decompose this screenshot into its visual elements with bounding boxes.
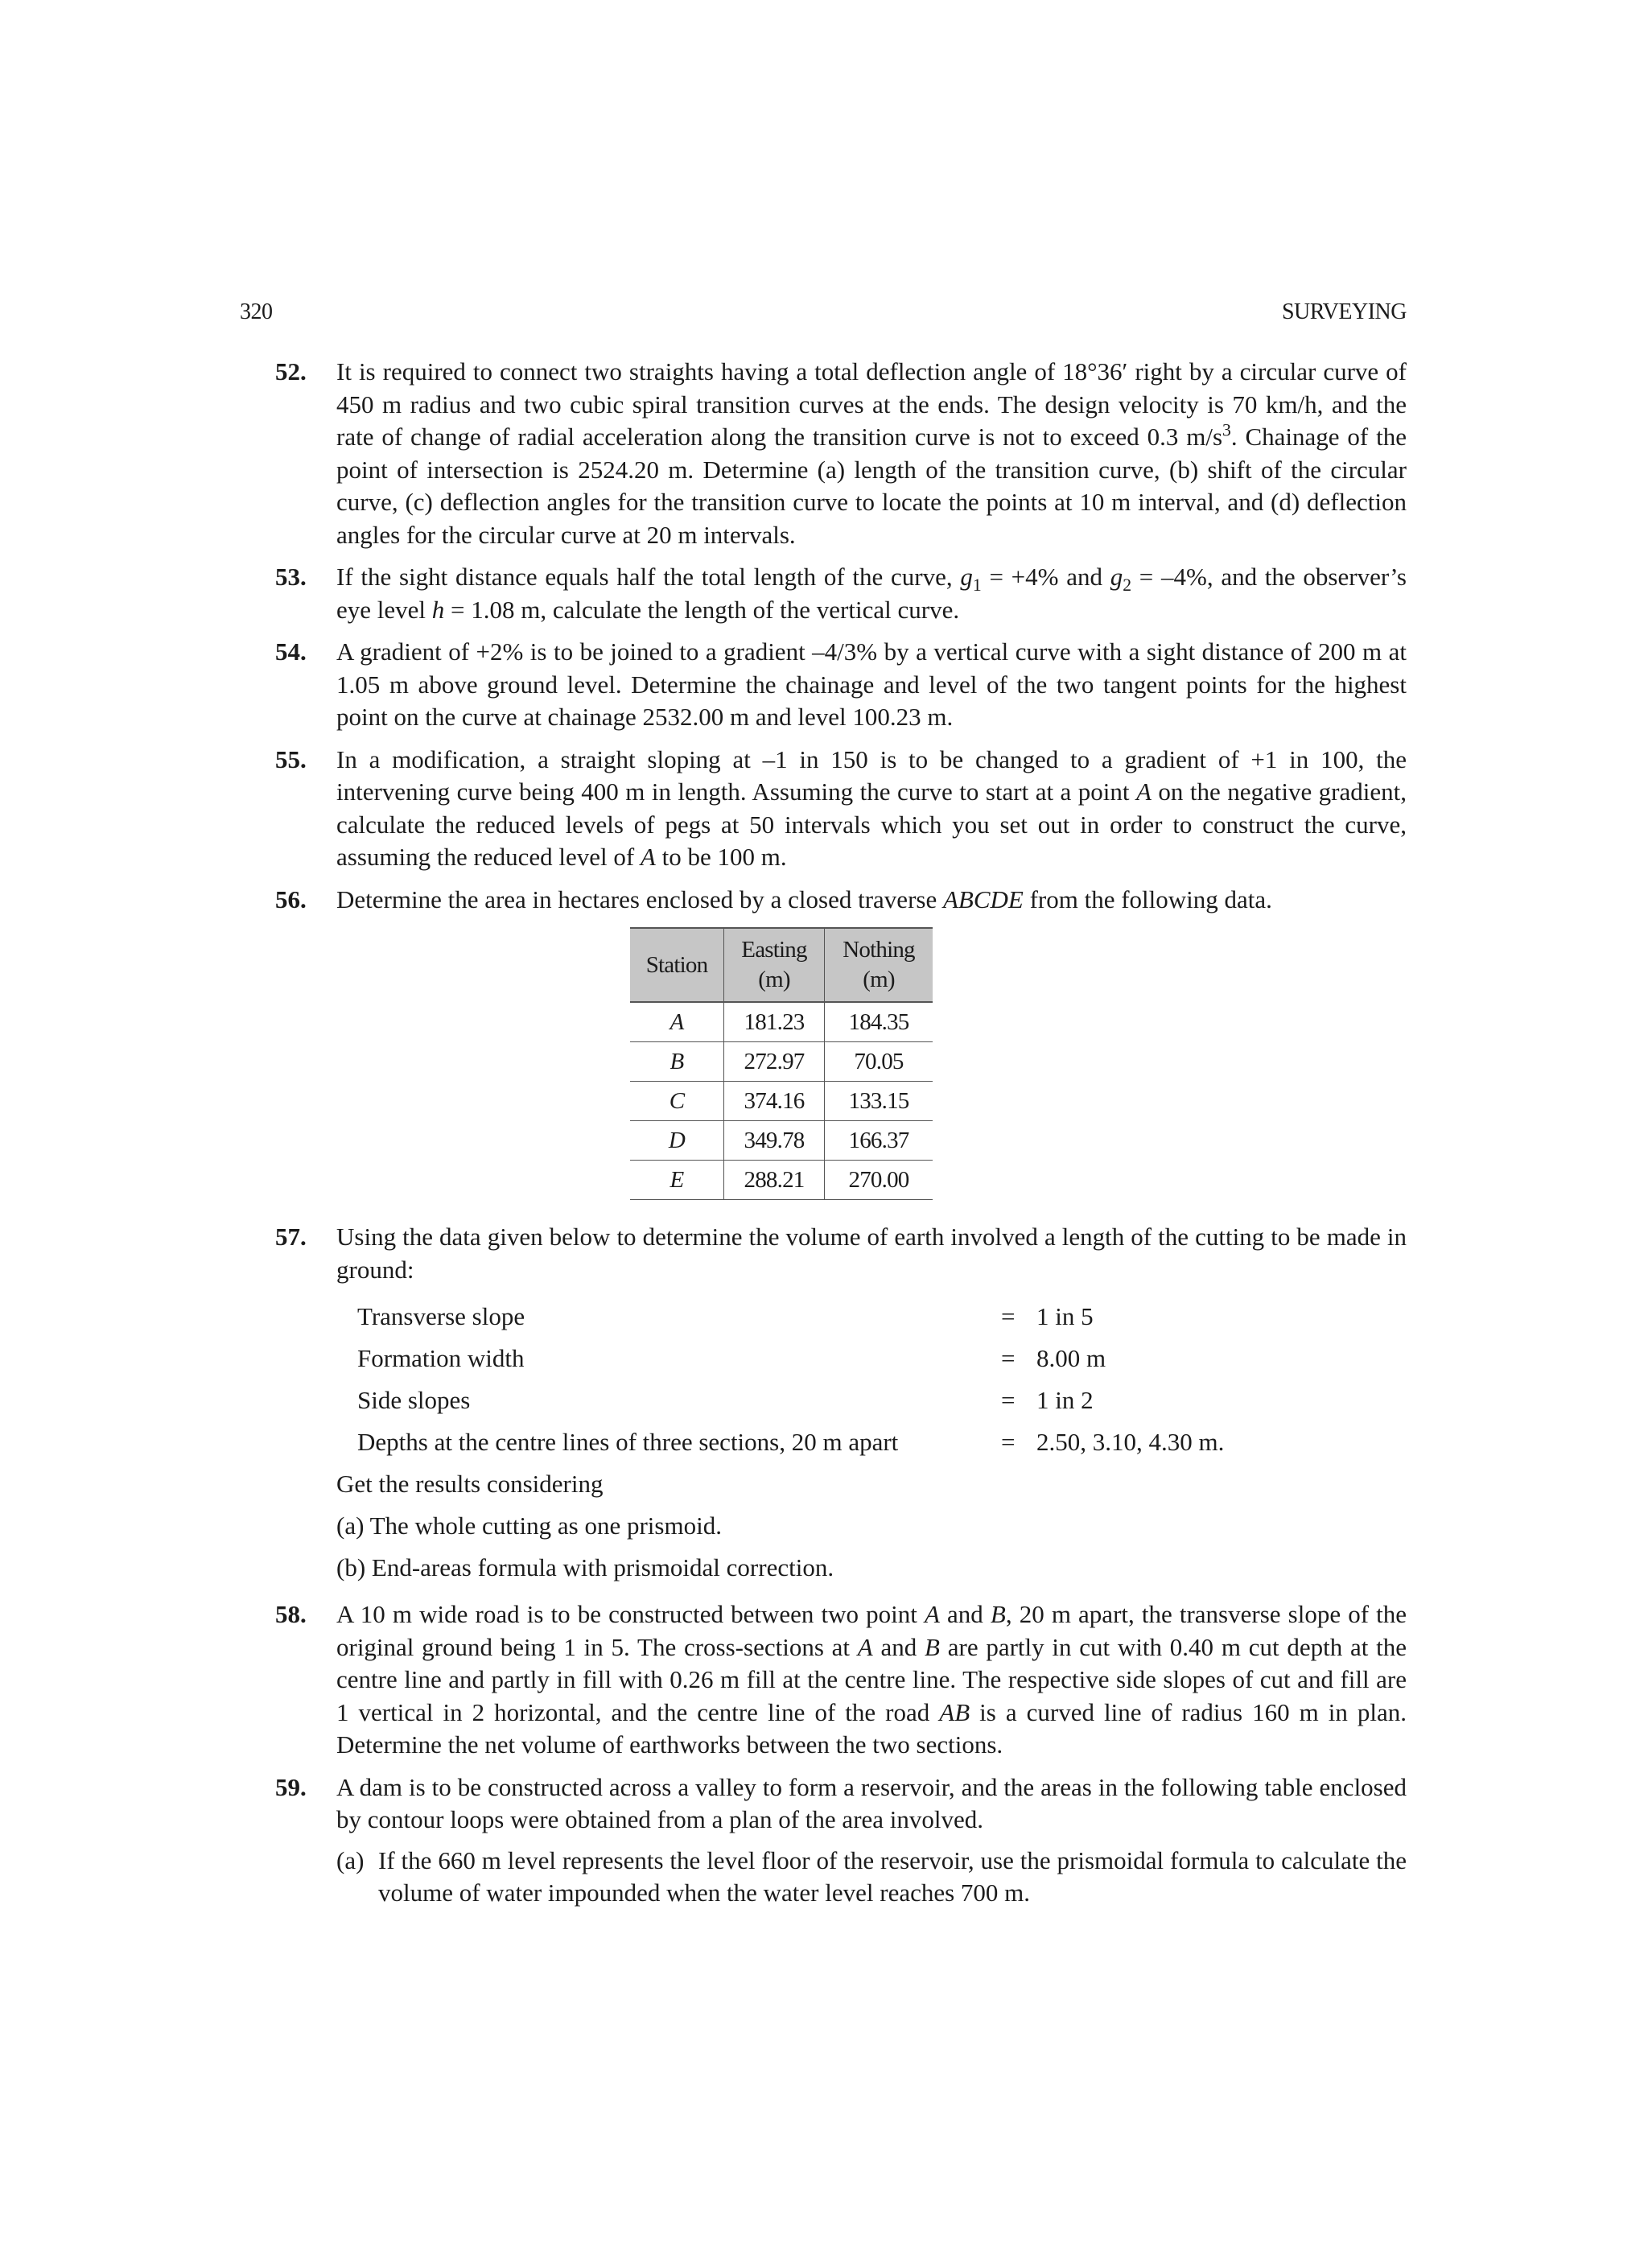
problem-number: 56. [275, 885, 307, 913]
table-row [630, 1121, 933, 1161]
problem-number: 53. [275, 563, 307, 591]
problem-text: and [872, 1632, 925, 1661]
table-header-row [630, 928, 933, 1002]
problem-text: are partly in cut with 0.40 m cut depth at the centre line and partly in fill with 0.26 m fill at the centre line. The respective side slopes of cut and fill are 1 vertical in 2 horizontal, and the centre line of the road [336, 1632, 1407, 1726]
data-label: Transverse slope [357, 1301, 525, 1330]
problem-text: = +4% and [981, 563, 1110, 591]
header-easting [724, 928, 825, 1002]
table-row [630, 1161, 933, 1200]
problem-text: is a curved line of radius 160 m in plan. Determine the net volume of earthworks between the two sections. [336, 1697, 1407, 1759]
problem-text: A gradient of +2% is to be joined to a gradient –4/3% by a vertical curve with a sight distance of 200 m at 1.05 m above ground level. Determine the chainage and level of the two tangent points for the highest point on the curve at chainage 2532.00 m and level 100.23 m. [336, 637, 1407, 731]
problem-55 [240, 744, 1407, 874]
table-row [630, 1082, 933, 1121]
traverse-name: ABCDE [942, 885, 1024, 913]
cell-easting: 374.16 [724, 1082, 825, 1121]
problem-number: 59. [275, 1772, 307, 1801]
superscript: 3 [1222, 420, 1231, 440]
option-b: (b) End-areas formula with prismoidal correction. [336, 1553, 834, 1581]
problem-56 [240, 884, 1407, 1201]
data-label: Formation width [357, 1343, 525, 1372]
data-label: Depths at the centre lines of three sections, 20 m apart [357, 1427, 899, 1456]
data-line [357, 1379, 1407, 1421]
data-label: Side slopes [357, 1385, 471, 1414]
problem-52 [240, 356, 1407, 551]
traverse-table [630, 927, 933, 1200]
point-a: A [640, 843, 656, 871]
subquestion-text: If the 660 m level represents the level floor of the reservoir, use the prismoidal formula to calculate the volume of water impounded when the water level reaches 700 m. [378, 1845, 1407, 1907]
road-line-ab: AB [939, 1697, 970, 1726]
point-b: B [990, 1600, 1006, 1628]
equals-sign: = [1001, 1343, 1016, 1372]
subscript: 1 [972, 575, 982, 596]
problem-number: 55. [275, 744, 307, 773]
cell-easting: 349.78 [724, 1121, 825, 1161]
subscript: 2 [1123, 575, 1132, 596]
problem-number: 58. [275, 1600, 307, 1628]
point-a: A [857, 1632, 873, 1661]
point-a: A [924, 1600, 940, 1628]
data-value: 1 in 5 [1036, 1301, 1094, 1330]
problem-text: = 1.08 m, calculate the length of the vertical curve. [444, 595, 960, 624]
problem-57 [240, 1221, 1407, 1589]
problem-text: A 10 m wide road is to be constructed between two point [336, 1600, 925, 1628]
data-line [357, 1296, 1407, 1338]
problem-text: on the negative gradient, calculate the reduced levels of pegs at 50 intervals which you set out in order to construct the curve, assuming the reduced level of [336, 777, 1407, 871]
running-head [240, 298, 1407, 327]
equals-sign: = [1001, 1385, 1016, 1414]
header-northing-unit: (m) [863, 967, 895, 992]
cell-easting: 181.23 [724, 1002, 825, 1042]
equals-sign: = [1001, 1427, 1016, 1456]
point-b: B [925, 1632, 940, 1661]
data-value: 8.00 m [1036, 1343, 1106, 1372]
cell-station: E [630, 1161, 724, 1200]
problem-number: 52. [275, 357, 307, 386]
cell-station: D [630, 1121, 724, 1161]
header-station: Station [630, 928, 724, 1002]
variable-g2: g [1110, 563, 1123, 591]
cell-easting: 272.97 [724, 1042, 825, 1082]
running-title: SURVEYING [1281, 299, 1407, 324]
problem-text: It is required to connect two straights having a total deflection angle of 18°36′ right by a circular curve of 450 m radius and two cubic spiral transition curves at the ends. The design velocity is 70 km/h, and the rate of change of radial acceleration along the transition curve is not to exceed 0.3 m/s [336, 357, 1407, 451]
cell-easting: 288.21 [724, 1161, 825, 1200]
cell-station: C [630, 1082, 724, 1121]
problem-number: 54. [275, 637, 307, 666]
problem-54 [240, 636, 1407, 734]
cell-northing: 270.00 [825, 1161, 933, 1200]
header-easting-label: Easting [741, 937, 807, 963]
data-line [357, 1421, 1407, 1463]
problem-text: If the sight distance equals half the total length of the curve, [336, 563, 961, 591]
problem-53 [240, 561, 1407, 626]
data-value: 1 in 2 [1036, 1385, 1094, 1414]
header-easting-unit: (m) [758, 967, 790, 992]
problem-text: to be 100 m. [655, 843, 787, 871]
problem-text: A dam is to be constructed across a valley to form a reservoir, and the areas in the following table enclosed by contour loops were obtained from a plan of the area involved. [336, 1772, 1407, 1833]
problem-text: Determine the area in hectares enclosed by a closed traverse [336, 885, 943, 913]
data-line [357, 1338, 1407, 1379]
cell-northing: 166.37 [825, 1121, 933, 1161]
point-a: A [1135, 777, 1152, 806]
results-intro: Get the results considering [336, 1469, 604, 1498]
cell-northing: 184.35 [825, 1002, 933, 1042]
equals-sign: = [1001, 1301, 1016, 1330]
variable-g1: g [960, 563, 973, 591]
cell-northing: 70.05 [825, 1042, 933, 1082]
table-row [630, 1002, 933, 1042]
problem-number: 57. [275, 1223, 307, 1251]
given-data [357, 1296, 1407, 1463]
page-number: 320 [240, 299, 273, 324]
header-northing-label: Nothing [843, 937, 915, 963]
problem-59 [240, 1771, 1407, 1910]
subquestion-mark: (a) [336, 1845, 365, 1874]
cell-northing: 133.15 [825, 1082, 933, 1121]
problem-text: . Chainage of the point of intersection is 2524.20 m. Determine (a) length of the transition curve, (b) shift of the circular curve, (c) deflection angles for the transition curve to locate the points at 10 m interval, and (d) deflection angles for the circular curve at 20 m intervals. [336, 423, 1407, 549]
table-row [630, 1042, 933, 1082]
cell-station: A [630, 1002, 724, 1042]
subquestion-a [336, 1845, 1407, 1910]
problem-text: In a modification, a straight sloping at –1 in 150 is to be changed to a gradient of +1 in 100, the intervening curve being 400 m in length. Assuming the curve to start at a point [336, 744, 1407, 806]
option-a: (a) The whole cutting as one prismoid. [336, 1511, 722, 1540]
data-value: 2.50, 3.10, 4.30 m. [1036, 1427, 1225, 1456]
problem-text: = –4%, and the observer’s eye level [336, 563, 1407, 624]
problem-text: from the following data. [1023, 885, 1272, 913]
problem-text: Using the data given below to determine the volume of earth involved a length of the cutting to be made in ground: [336, 1223, 1407, 1284]
problem-text: , 20 m apart, the transverse slope of the original ground being 1 in 5. The cross-sections at [336, 1600, 1407, 1661]
variable-h: h [431, 595, 445, 624]
header-northing [825, 928, 933, 1002]
cell-station: B [630, 1042, 724, 1082]
problem-text: and [939, 1600, 991, 1628]
problem-58 [240, 1598, 1407, 1762]
problem-list [240, 356, 1407, 1920]
